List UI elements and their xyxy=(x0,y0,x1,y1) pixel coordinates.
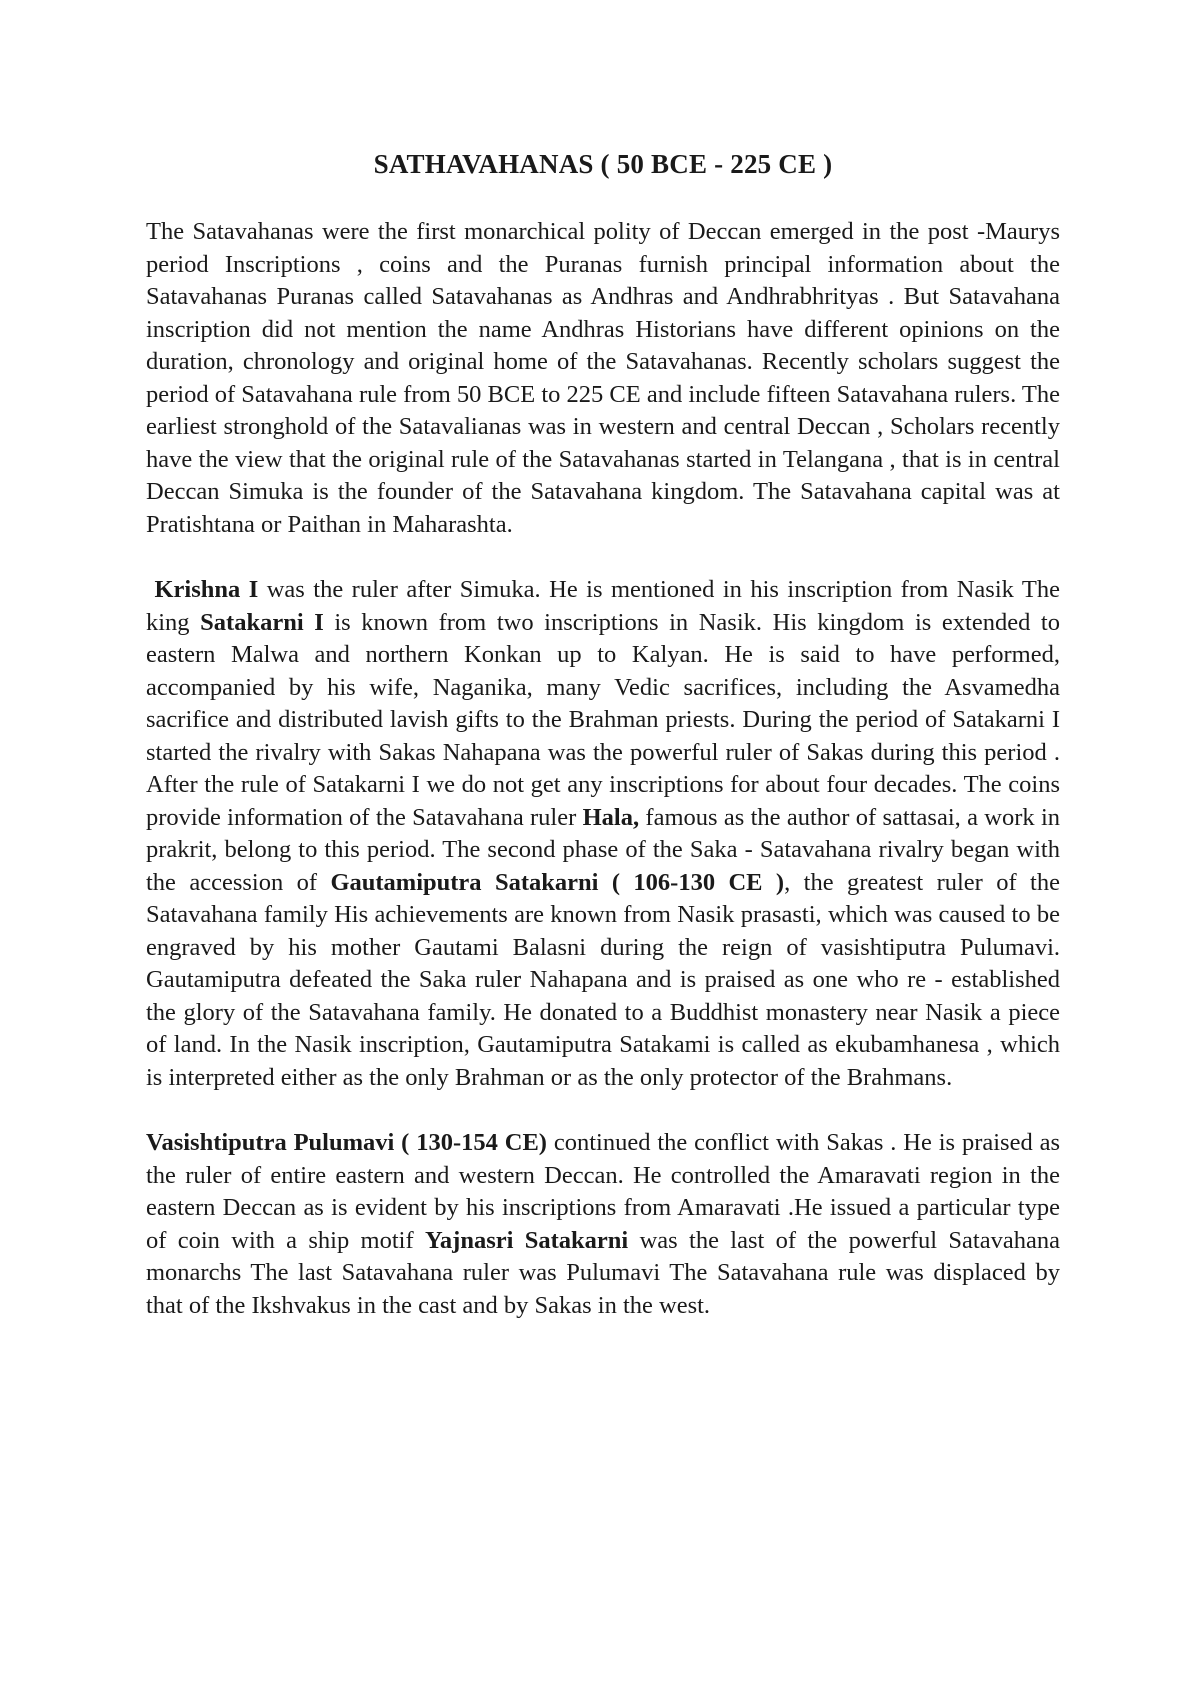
paragraph-text: famous as the author of sattasai, a work in prakrit, belong to this period. The second phase of the Saka - Satavahana rivalry began with the accession of xyxy=(146,803,1061,896)
ruler-name-yajnasri: Yajnasri Satakarni xyxy=(424,1226,629,1254)
paragraph-text: is known from two inscriptions in Nasik. His kingdom is extended to eastern Malwa and northern Konkan up to Kalyan. He is said to have performed, accompanied by his wife, Naganika, many Vedic sacrifices, including the Asvamedha sacrifice and distributed lavish gifts to the Brahman priests. During the period of Satakarni I started the rivalry with Sakas Nahapana was the powerful ruler of Sakas during this period . After the rule of Satakarni I we do not get any inscriptions for about four decades. The coins provide information of the Satavahana ruler xyxy=(146,608,1060,831)
document-page xyxy=(146,148,1060,1355)
page-title: SATHAVAHANAS ( 50 BCE - 225 CE ) xyxy=(373,149,833,179)
paragraph-text: was the ruler after Simuka. He is mentioned in his inscription from Nasik The king xyxy=(146,576,1061,636)
ruler-name-gautamiputra: Gautamiputra Satakarni ( 106-130 CE ) xyxy=(330,868,785,896)
ruler-name-satakarni: Satakarni I xyxy=(200,608,324,636)
paragraph-early-rulers xyxy=(146,574,1060,1094)
paragraph-text: continued the conflict with Sakas . He is praised as the ruler of entire eastern and western Deccan. He controlled the Amaravati region in the eastern Deccan as is evident by his inscriptions from Amaravati .He issued a particular type of coin with a ship motif xyxy=(146,1129,1060,1254)
paragraph-intro-text: The Satavahanas were the first monarchical polity of Deccan emerged in the post -Maurys period Inscriptions , coins and the Puranas furnish principal information about the Satavahanas Puranas called Satavahanas as Andhras and Andhrabhrityas . But Satavahana inscription did not mention the name Andhras Historians have different opinions on the duration, chronology and original home of the Satavahanas. Recently scholars suggest the period of Satavahana rule from 50 BCE to 225 CE and include fifteen Satavahana rulers. The earliest stronghold of the Satavalianas was in western and central Deccan , Scholars recently have the view that the original rule of the Satavahanas started in Telangana , that is in central Deccan Simuka is the founder of the Satavahana kingdom. The Satavahana capital was at Pratishtana or Paithan in Maharashta. xyxy=(146,218,1060,538)
ruler-name-hala: Hala, xyxy=(582,803,640,831)
paragraph-intro xyxy=(146,216,1060,541)
paragraph-later-rulers xyxy=(146,1127,1060,1322)
ruler-name-krishna: Krishna I xyxy=(154,576,259,603)
ruler-name-vasishtiputra: Vasishtiputra Pulumavi ( 130-154 CE) xyxy=(146,1129,547,1156)
paragraph-text: , the greatest ruler of the Satavahana family His achievements are known from Nasik prasasti, which was caused to be engraved by his mother Gautami Balasni during the reign of vasishtiputra Pulumavi. Gautamiputra defeated the Saka ruler Nahapana and is praised as one who re - established the glory of the Satavahana family. He donated to a Buddhist monastery near Nasik a piece of land. In the Nasik inscription, Gautamiputra Satakami is called as ekubamhanesa , which is interpreted either as the only Brahman or as the only protector of the Brahmans. xyxy=(146,868,1060,1091)
paragraph-text: was the last of the powerful Satavahana monarchs The last Satavahana ruler was Pulumavi The Satavahana rule was displaced by that of the Ikshvakus in the cast and by Sakas in the west. xyxy=(146,1226,1060,1319)
